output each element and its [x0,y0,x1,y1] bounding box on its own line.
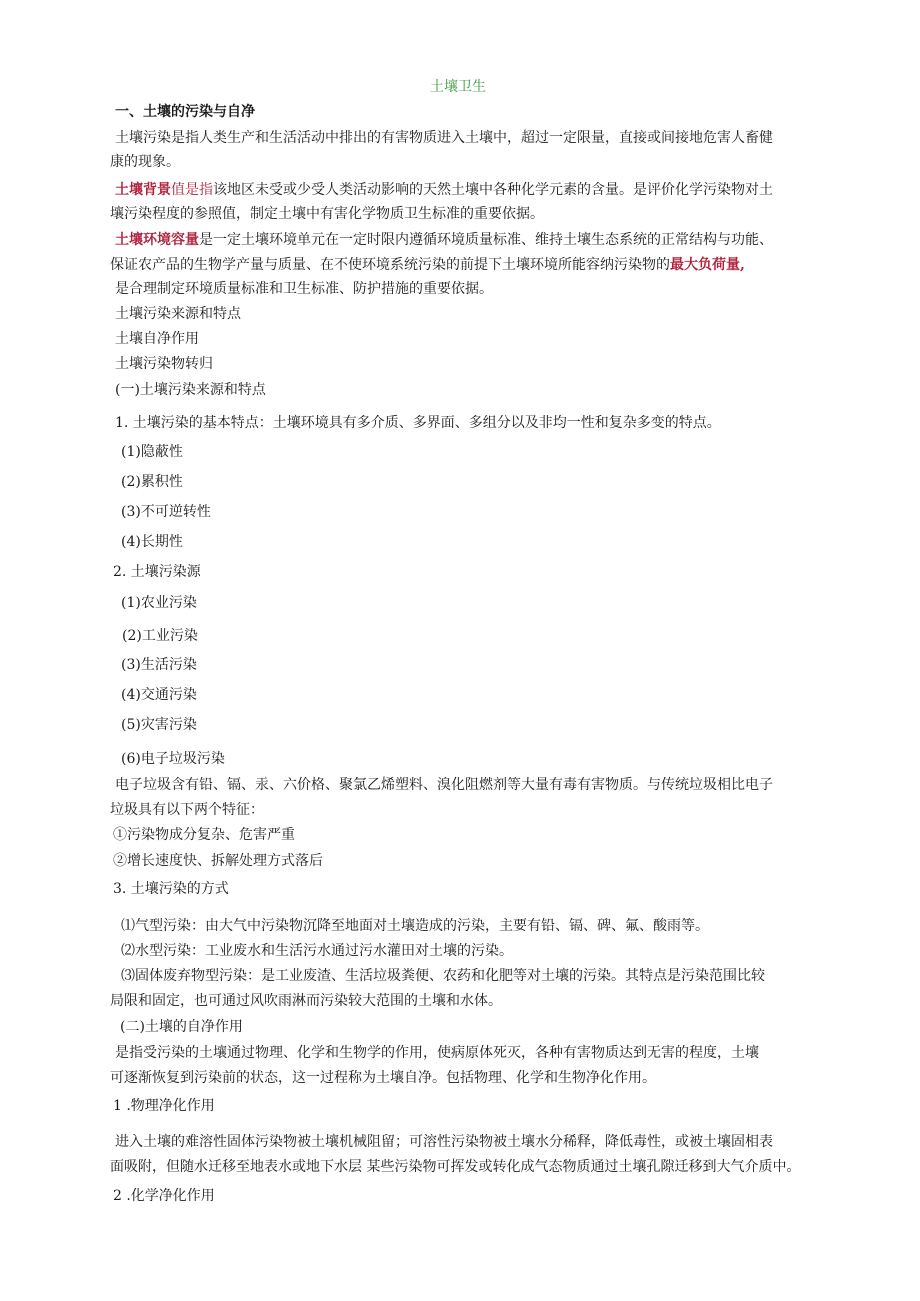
outline-item: 土壤自净作用 [115,331,199,347]
term-background: 土壤背景 [115,182,171,198]
capacity-text-2: 保证农产品的生物学产量与质量、在不使环境系统污染的前提下土壤环境所能容纳污染物的 [110,257,670,273]
feature-item: (3)不可逆转性 [121,504,211,520]
term-capacity: 土壤环境容量 [115,232,199,248]
paragraph-capacity-line2 [110,256,745,274]
subsection-heading-2: (二)土壤的自净作用 [120,1019,243,1035]
background-text: 该地区未受或少受人类活动影响的天然土壤中各种化学元素的含量。是评价化学污染物对土 [213,182,773,198]
paragraph-definition-line2: 康的现象。 [110,154,180,170]
term-background-suffix: 值是指 [171,182,213,198]
source-item: (3)生活污染 [121,657,197,673]
doc-title: 土壤卫生 [430,79,486,95]
selfpurify-line1: 是指受污染的土壤通过物理、化学和生物学的作用，使病原体死灭，各种有害物质达到无害的程度，土壤 [115,1045,759,1061]
term-max-load: 最大负荷量, [670,257,745,273]
chemical-heading: 2 .化学净化作用 [113,1188,215,1204]
ewaste-feature: ①污染物成分复杂、危害严重 [113,827,295,843]
paragraph-capacity-line3: 是合理制定环境质量标准和卫生标准、防护措施的重要依据。 [115,281,493,297]
mode-item: ⑶固体废弃物型污染：是工业废渣、生活垃圾粪便、农药和化肥等对土壤的污染。其特点是污染范围比较 [121,968,765,984]
capacity-text: 是一定土壤环境单元在一定时限内遵循环境质量标准、维持土壤生态系统的正常结构与功能、 [199,232,773,248]
feature-item: (4)长期性 [121,534,183,550]
paragraph-background-line2: 壤污染程度的参照值，制定土壤中有害化学物质卫生标准的重要依据。 [110,206,544,222]
source-item: (6)电子垃圾污染 [121,751,225,767]
source-item: (4)交通污染 [121,687,197,703]
source-item: (5)灾害污染 [121,717,197,733]
selfpurify-line2: 可逐渐恢复到污染前的状态，这一过程称为土壤自净。包括物理、化学和生物净化作用。 [110,1070,656,1086]
point-2: 2. 土壤污染源 [113,564,201,580]
physical-line2: 面吸附，但随水迁移至地表水或地下水层 某些污染物可挥发或转化成气态物质通过土壤孔隙迁移到大气介质中。 [110,1159,801,1175]
mode-item: ⑵水型污染：工业废水和生活污水通过污水灌田对土壤的污染。 [121,943,513,959]
point-3: 3. 土壤污染的方式 [113,881,229,897]
mode-item: ⑴气型污染：由大气中污染物沉降至地面对土壤造成的污染，主要有铅、镉、碑、氟、酸雨等。 [121,918,709,934]
source-item: (1)农业污染 [121,595,197,611]
paragraph-background-line1 [115,181,773,199]
ewaste-paragraph-line2: 垃圾具有以下两个特征： [110,802,264,818]
feature-item: (2)累积性 [121,474,183,490]
feature-item: (1)隐蔽性 [121,444,183,460]
ewaste-feature: ②增长速度快、拆解处理方式落后 [113,853,323,869]
outline-item: 土壤污染物转归 [115,356,213,372]
outline-item: 土壤污染来源和特点 [115,306,241,322]
physical-line1: 进入土壤的难溶性固体污染物被土壤机械阻留；可溶性污染物被土壤水分稀释，降低毒性，或被土壤固相表 [115,1134,773,1150]
source-item: (2)工业污染 [122,628,198,644]
mode-item-continued: 局限和固定，也可通过风吹雨淋而污染较大范围的土壤和水体。 [110,993,502,1009]
subsection-heading-1: (一)土壤污染来源和特点 [115,382,266,398]
physical-heading: 1 .物理净化作用 [113,1098,215,1114]
point-1: 1. 土壤污染的基本特点：土壤环境具有多介质、多界面、多组分以及非均一性和复杂多变的特点。 [115,415,721,431]
ewaste-paragraph-line1: 电子垃圾含有铅、镉、汞、六价格、聚氯乙烯塑料、溴化阻燃剂等大量有毒有害物质。与传统垃圾相比电子 [115,777,773,793]
paragraph-capacity-line1 [115,231,773,249]
paragraph-definition-line1: 土壤污染是指人类生产和生活活动中排出的有害物质进入土壤中，超过一定限量，直接或间接地危害人畜健 [115,130,773,146]
section-heading-1: 一、土壤的污染与自净 [115,104,255,120]
